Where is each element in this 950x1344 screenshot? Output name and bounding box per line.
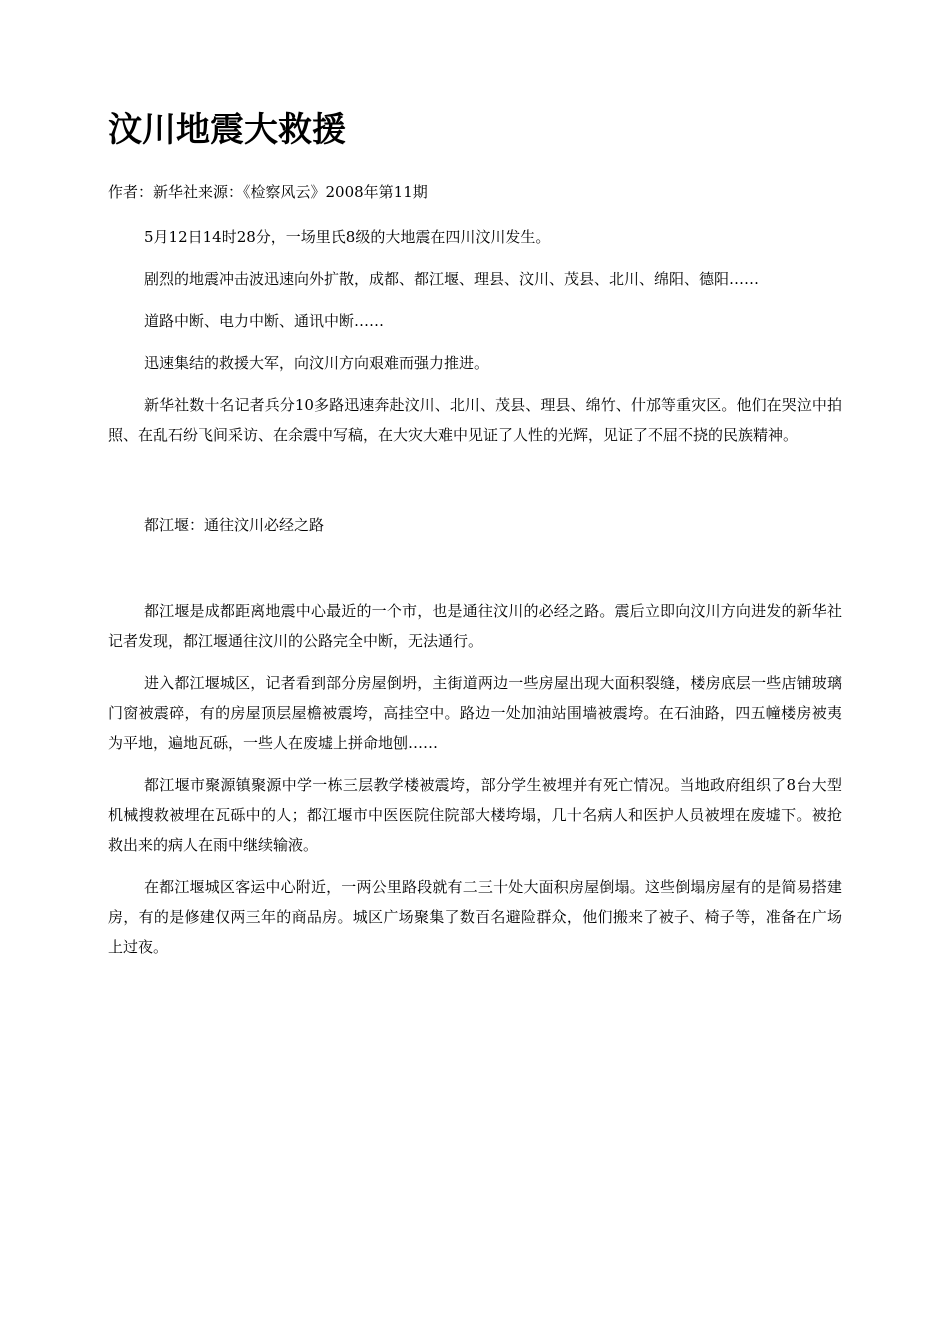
article-meta: 作者：新华社来源：《检察风云》2008年第11期 — [108, 183, 428, 201]
blank-space — [108, 552, 842, 596]
intro-paragraph: 道路中断、电力中断、通讯中断…… — [144, 312, 385, 330]
section-heading: 都江堰：通往汶川必经之路 — [144, 516, 325, 534]
blank-space — [108, 462, 842, 510]
body-paragraph: 都江堰是成都距离地震中心最近的一个市，也是通往汶川的必经之路。震后立即向汶川方向进发的新华社记者发现，都江堰通往汶川的公路完全中断，无法通行。 — [108, 602, 842, 650]
intro-paragraph: 迅速集结的救援大军，向汶川方向艰难而强力推进。 — [144, 354, 490, 372]
intro-paragraph: 剧烈的地震冲击波迅速向外扩散，成都、都江堰、理县、汶川、茂县、北川、绵阳、德阳…… — [144, 270, 760, 288]
body-paragraph: 都江堰市聚源镇聚源中学一栋三层教学楼被震垮，部分学生被埋并有死亡情况。当地政府组织了8台大型机械搜救被埋在瓦砾中的人；都江堰市中医医院住院部大楼垮塌，几十名病人和医护人员被埋在废墟下。被抢救出来的病人在雨中继续输液。 — [108, 776, 842, 854]
intro-paragraph: 5月12日14时28分，一场里氏8级的大地震在四川汶川发生。 — [144, 228, 551, 246]
article-title: 汶川地震大救援 — [108, 110, 346, 150]
body-paragraph: 在都江堰城区客运中心附近，一两公里路段就有二三十处大面积房屋倒塌。这些倒塌房屋有的是简易搭建房，有的是修建仅两三年的商品房。城区广场聚集了数百名避险群众，他们搬来了被子、椅子等，准备在广场上过夜。 — [108, 878, 842, 956]
body-paragraph: 进入都江堰城区，记者看到部分房屋倒坍，主街道两边一些房屋出现大面积裂缝，楼房底层一些店铺玻璃门窗被震碎，有的房屋顶层屋檐被震垮，高挂空中。路边一处加油站围墙被震垮。在石油路，四五幢楼房被夷为平地，遍地瓦砾，一些人在废墟上拼命地刨…… — [108, 674, 842, 752]
document-page — [108, 108, 842, 974]
intro-paragraph: 新华社数十名记者兵分10多路迅速奔赴汶川、北川、茂县、理县、绵竹、什邡等重灾区。他们在哭泣中拍照、在乱石纷飞间采访、在余震中写稿，在大灾大难中见证了人性的光辉，见证了不屈不挠的民族精神。 — [108, 396, 842, 444]
